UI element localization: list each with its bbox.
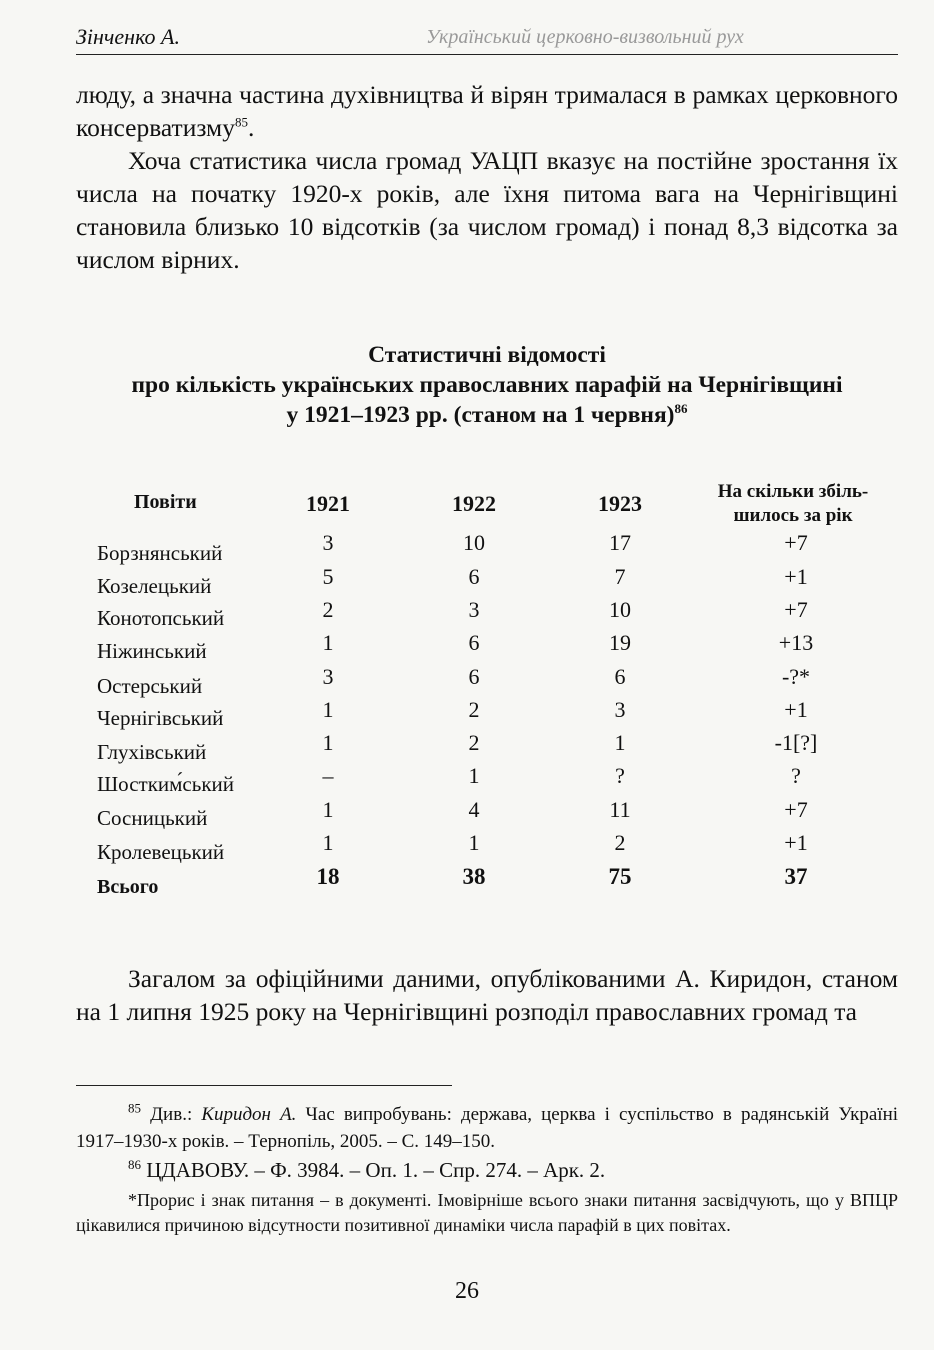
row-1923: 6 (614, 664, 626, 689)
row-1923: 11 (609, 797, 631, 822)
total-change: 37 (784, 864, 808, 889)
paragraph-1-end: . (247, 113, 255, 142)
row-district: Сосницький (97, 806, 208, 830)
paragraph-1-text: люду, а значна частина духівництва й вірян трималася в рамках церковного консерватизму (76, 80, 898, 142)
row-district: Чернігівський (97, 706, 224, 730)
table-title-line-3 (76, 400, 898, 430)
row-1922: 10 (463, 530, 485, 555)
row-1922: 1 (468, 830, 480, 855)
header-1923: 1923 (598, 491, 642, 516)
row-district: Ніжинський (97, 639, 207, 663)
header-change-line-1: На скільки збіль- (717, 481, 869, 502)
row-1921: 5 (322, 564, 334, 589)
row-change: +7 (784, 530, 808, 555)
row-1921: 1 (322, 730, 334, 755)
total-1922: 38 (462, 864, 486, 889)
row-change: +1 (784, 564, 808, 589)
paragraph-3: Загалом за офіційними даними, опублікованими А. Киридон, станом на 1 липня 1925 року на Чернігівщині розподіл православних громад та (76, 964, 898, 1026)
row-change: -1[?] (774, 730, 818, 755)
footnote-ref-86[interactable]: 86 (674, 401, 688, 417)
row-district: Глухівський (97, 740, 207, 764)
row-1923: 17 (609, 530, 631, 555)
row-1922: 2 (468, 730, 480, 755)
row-1921: 1 (322, 830, 334, 855)
running-header (76, 20, 898, 55)
footnote-85-number: 85 (128, 1100, 141, 1116)
row-1923: ? (615, 763, 625, 788)
row-1921: 2 (322, 597, 334, 622)
paragraph-1 (76, 78, 898, 144)
table-title-line-1: Статистичні відомості (368, 342, 606, 368)
row-1921: 1 (322, 630, 334, 655)
total-label: Всього (97, 876, 159, 898)
footnote-ref-85[interactable]: 85 (234, 114, 248, 130)
footnote-86 (76, 1157, 898, 1184)
footnote-85-text: Час випробувань: держава, церква і суспільство в радянській Україні 1917–1930-х років. – Тернопіль, 2005. – С. 149–150. (76, 1104, 899, 1152)
row-district: Кролевецький (97, 840, 225, 864)
row-district: Остерський (97, 674, 203, 698)
row-district: Шостким́ський (97, 772, 235, 796)
header-change (700, 480, 886, 528)
row-change: -?* (781, 664, 811, 689)
row-1922: 4 (468, 797, 480, 822)
row-district: Борзнянський (97, 541, 223, 565)
table-title (76, 340, 898, 430)
row-1922: 3 (468, 597, 480, 622)
row-change: ? (791, 763, 801, 788)
row-1923: 3 (614, 697, 626, 722)
page-number: 26 (455, 1278, 479, 1304)
row-1923: 7 (614, 564, 626, 589)
row-1921: 3 (322, 530, 334, 555)
header-district: Повіти (134, 491, 197, 513)
header-author: Зінченко А. (76, 24, 180, 49)
row-district: Конотопський (97, 606, 225, 630)
header-change-line-2: шилось за рік (733, 505, 853, 526)
total-1921: 18 (316, 864, 340, 889)
row-1922: 2 (468, 697, 480, 722)
row-change: +7 (784, 797, 808, 822)
row-1923: 19 (609, 630, 631, 655)
total-1923: 75 (608, 864, 632, 889)
footnote-85-author: Киридон А. (201, 1104, 297, 1125)
row-change: +13 (778, 630, 814, 655)
footnote-85 (76, 1101, 898, 1155)
header-1921: 1921 (306, 491, 350, 516)
footnote-85-prefix: Див.: (150, 1104, 193, 1125)
row-1921: 3 (322, 664, 334, 689)
row-1922: 6 (468, 564, 480, 589)
table-title-line-3-text: у 1921–1923 рр. (станом на 1 червня) (286, 402, 675, 428)
row-district: Козелецький (97, 574, 212, 598)
row-1922: 6 (468, 664, 480, 689)
row-1921: – (322, 763, 334, 788)
row-change: +1 (784, 830, 808, 855)
row-1923: 10 (609, 597, 631, 622)
footnote-asterisk: *Прорис і знак питання – в документі. Імовірніше всього знаки питання засвідчують, що у ВПЦР цікавилися причиною відсутности позитивної динаміки числа парафій в цих повітах. (76, 1190, 898, 1235)
row-1922: 1 (468, 763, 480, 788)
paragraph-2: Хоча статистика числа громад УАЦП вказує на постійне зростання їх числа на початку 1920-х років, але їхня питома вага на Чернігівщині становила близько 10 відсотків (за числом громад) і понад 8,3 відсотка за числом вірних. (76, 146, 898, 274)
table-title-line-2: про кількість українських православних парафій на Чернігівщині (131, 372, 843, 398)
row-1922: 6 (468, 630, 480, 655)
footnote-divider (76, 1085, 452, 1086)
row-change: +1 (784, 697, 808, 722)
row-change: +7 (784, 597, 808, 622)
row-1921: 1 (322, 697, 334, 722)
row-1923: 2 (614, 830, 626, 855)
header-running-title: Український церковно-визвольний рух (426, 26, 744, 48)
footnote-86-number: 86 (128, 1157, 141, 1172)
row-1923: 1 (614, 730, 626, 755)
header-1922: 1922 (452, 491, 496, 516)
row-1921: 1 (322, 797, 334, 822)
footnote-86-text: ЦДАВОВУ. – Ф. 3984. – Оп. 1. – Спр. 274. – Арк. 2. (146, 1158, 606, 1182)
